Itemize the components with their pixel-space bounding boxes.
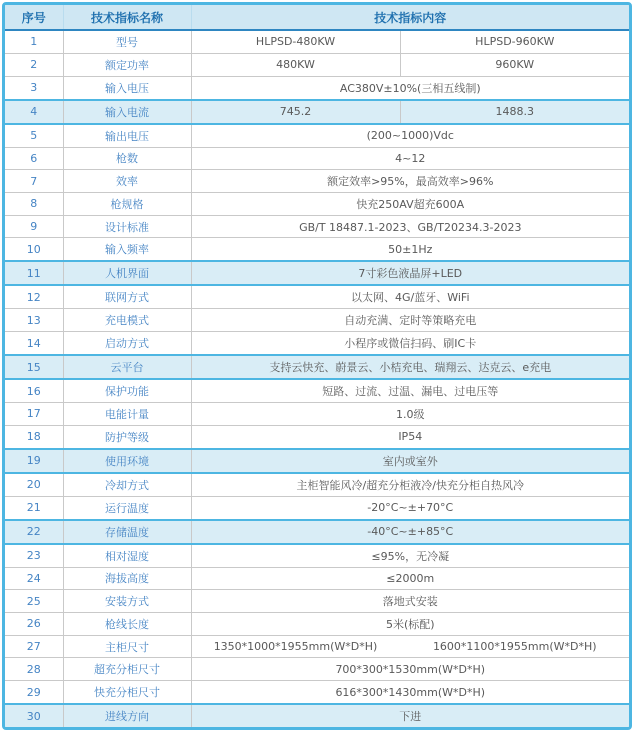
row-number: 8 [5,193,63,216]
table-row [5,215,629,238]
table-row [5,658,629,681]
spec-name: 超充分柜尺寸 [63,658,191,681]
table-row [5,379,629,402]
spec-value: 小程序或微信扫码、刷IC卡 [191,332,629,355]
spec-name: 输入电压 [63,76,191,99]
table-row [5,704,629,727]
spec-value: 下进 [191,704,629,727]
spec-name: 运行温度 [63,496,191,519]
table-row [5,170,629,193]
header-col-name: 技术指标名称 [63,5,191,30]
spec-value: GB/T 18487.1-2023、GB/T20234.3-2023 [191,215,629,238]
table-header [5,5,629,30]
spec-value: 1488.3 [400,100,629,124]
header-row [5,5,629,30]
spec-value: 落地式安装 [191,590,629,613]
table-row [5,309,629,332]
table-row [5,681,629,704]
table-row [5,76,629,99]
spec-name: 充电模式 [63,309,191,332]
table-row [5,147,629,170]
table-row [5,496,629,519]
row-number: 18 [5,425,63,448]
row-number: 23 [5,544,63,567]
spec-value: 以太网、4G/蓝牙、WiFi [191,285,629,308]
row-number: 11 [5,261,63,285]
table-row [5,193,629,216]
table-row [5,590,629,613]
spec-name: 联网方式 [63,285,191,308]
spec-name: 枪线长度 [63,612,191,635]
row-number: 3 [5,76,63,99]
table-row [5,53,629,76]
spec-value: 支持云快充、蔚景云、小桔充电、瑞翔云、达克云、e充电 [191,355,629,379]
row-number: 2 [5,53,63,76]
spec-value: 短路、过流、过温、漏电、过电压等 [191,379,629,402]
spec-name: 进线方向 [63,704,191,727]
spec-name: 效率 [63,170,191,193]
spec-name: 冷却方式 [63,473,191,496]
header-col-number: 序号 [5,5,63,30]
spec-name: 海拔高度 [63,567,191,590]
spec-value: -40°C~±+85°C [191,520,629,544]
spec-table-body [5,30,629,727]
spec-value: 700*300*1530mm(W*D*H) [191,658,629,681]
spec-value: 自动充满、定时等策略充电 [191,309,629,332]
table-row [5,612,629,635]
table-row [5,635,629,658]
row-number: 17 [5,402,63,425]
spec-name: 枪数 [63,147,191,170]
row-number: 19 [5,449,63,473]
spec-name: 保护功能 [63,379,191,402]
spec-value: HLPSD-960KW [400,30,629,53]
row-number: 21 [5,496,63,519]
table-row [5,520,629,544]
spec-name: 输出电压 [63,124,191,147]
spec-name: 安装方式 [63,590,191,613]
spec-value: (200~1000)Vdc [191,124,629,147]
row-number: 26 [5,612,63,635]
table-row [5,238,629,261]
spec-name: 云平台 [63,355,191,379]
row-number: 14 [5,332,63,355]
spec-value: 50±1Hz [191,238,629,261]
spec-value: IP54 [191,425,629,448]
spec-value: AC380V±10%(三相五线制) [191,76,629,99]
row-number: 30 [5,704,63,727]
spec-table [5,5,629,727]
row-number: 5 [5,124,63,147]
table-row [5,355,629,379]
spec-table-frame [2,2,632,730]
table-row [5,124,629,147]
spec-value: 室内或室外 [191,449,629,473]
spec-value: ≤2000m [191,567,629,590]
spec-name: 人机界面 [63,261,191,285]
header-col-content: 技术指标内容 [191,5,629,30]
spec-value: 960KW [400,53,629,76]
row-number: 16 [5,379,63,402]
table-row [5,332,629,355]
spec-value: -20°C~±+70°C [191,496,629,519]
spec-value: 快充250AV超充600A [191,193,629,216]
spec-value: 745.2 [191,100,400,124]
spec-value: 1600*1100*1955mm(W*D*H) [400,635,629,658]
row-number: 13 [5,309,63,332]
table-row [5,425,629,448]
spec-value: 1350*1000*1955mm(W*D*H) [191,635,400,658]
spec-value: 5米(标配) [191,612,629,635]
spec-value: 1.0级 [191,402,629,425]
row-number: 27 [5,635,63,658]
table-row [5,285,629,308]
spec-name: 枪规格 [63,193,191,216]
row-number: 24 [5,567,63,590]
table-row [5,261,629,285]
table-row [5,30,629,53]
spec-name: 使用环境 [63,449,191,473]
row-number: 29 [5,681,63,704]
table-row [5,544,629,567]
table-row [5,567,629,590]
table-row [5,473,629,496]
spec-name: 输入电流 [63,100,191,124]
spec-value: 额定效率>95%，最高效率>96% [191,170,629,193]
spec-value: HLPSD-480KW [191,30,400,53]
row-number: 1 [5,30,63,53]
spec-value: 616*300*1430mm(W*D*H) [191,681,629,704]
table-row [5,402,629,425]
row-number: 12 [5,285,63,308]
spec-name: 型号 [63,30,191,53]
spec-value: 主柜智能风冷/超充分柜液冷/快充分柜自热风冷 [191,473,629,496]
spec-value: ≤95%，无冷凝 [191,544,629,567]
table-row [5,100,629,124]
row-number: 9 [5,215,63,238]
row-number: 15 [5,355,63,379]
spec-name: 电能计量 [63,402,191,425]
spec-name: 快充分柜尺寸 [63,681,191,704]
spec-value: 4~12 [191,147,629,170]
row-number: 4 [5,100,63,124]
spec-name: 主柜尺寸 [63,635,191,658]
row-number: 10 [5,238,63,261]
spec-value: 480KW [191,53,400,76]
spec-name: 启动方式 [63,332,191,355]
spec-name: 存储温度 [63,520,191,544]
spec-name: 额定功率 [63,53,191,76]
row-number: 22 [5,520,63,544]
spec-name: 防护等级 [63,425,191,448]
row-number: 6 [5,147,63,170]
spec-value: 7寸彩色液晶屏+LED [191,261,629,285]
table-row [5,449,629,473]
spec-name: 输入频率 [63,238,191,261]
row-number: 25 [5,590,63,613]
spec-name: 相对湿度 [63,544,191,567]
row-number: 20 [5,473,63,496]
spec-name: 设计标准 [63,215,191,238]
row-number: 7 [5,170,63,193]
row-number: 28 [5,658,63,681]
